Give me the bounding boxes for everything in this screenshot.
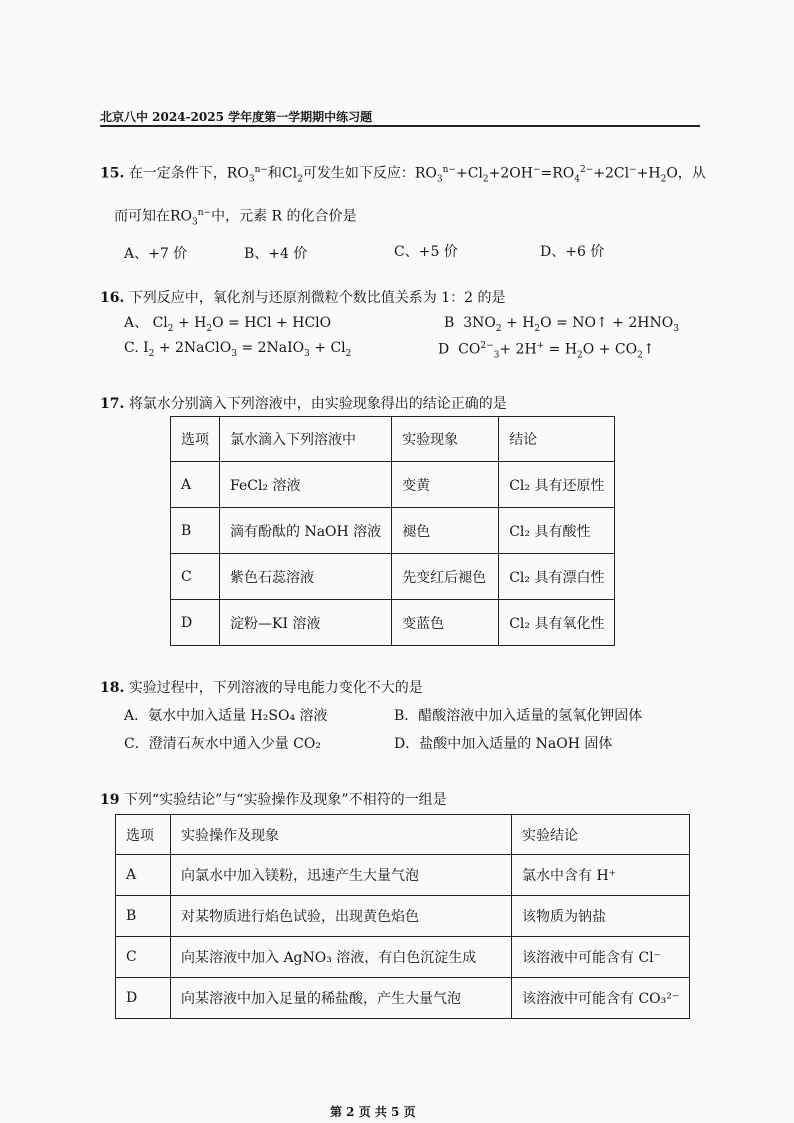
- q16-option-c: C. $I_2$ + 2NaClO$_3$ = 2NaIO$_3$ + $Cl_2$: [124, 340, 352, 359]
- table-row: [116, 978, 690, 1019]
- q15-number: 15.: [100, 165, 125, 182]
- page-footer: 第 2 页 共 5 页: [330, 1105, 416, 1119]
- table-cell: 该溶液中可能含有 Cl⁻: [512, 937, 690, 978]
- q18-option-c: C．澄清石灰水中通入少量 CO₂: [124, 736, 321, 752]
- table-row: [116, 855, 690, 896]
- table-cell: FeCl₂ 溶液: [220, 462, 392, 508]
- table-cell: 淀粉—KI 溶液: [220, 600, 392, 646]
- q18-number: 18.: [100, 680, 125, 696]
- q19-header-cell: 选项: [116, 815, 171, 855]
- q15-stem: 15. 在一定条件下，$RO_3^{n-}$和$Cl_2$可发生如下反应：$RO_3^{n-}+Cl_2+2OH^-=RO_4^{2-}+2Cl^-+H_2O$，从: [100, 165, 706, 185]
- q15-option-d: D、+6 价: [540, 244, 605, 260]
- q18-stem: 18. 实验过程中，下列溶液的导电能力变化不大的是: [100, 680, 423, 696]
- table-cell: 该物质为钠盐: [512, 896, 690, 937]
- table-cell: D: [171, 600, 220, 646]
- table-cell: Cl₂ 具有还原性: [499, 462, 615, 508]
- q17-header-cell: 氯水滴入下列溶液中: [220, 417, 392, 462]
- table-cell: D: [116, 978, 171, 1019]
- table-cell: 紫色石蕊溶液: [220, 554, 392, 600]
- q19-header-row: [116, 815, 690, 855]
- table-cell: B: [171, 508, 220, 554]
- page-header: 北京八中 2024-2025 学年度第一学期期中练习题: [100, 110, 373, 124]
- table-cell: 该溶液中可能含有 CO₃²⁻: [512, 978, 690, 1019]
- table-row: [171, 600, 615, 646]
- q17-table: [170, 416, 615, 646]
- q17-stem: 17. 将氯水分别滴入下列溶液中，由实验现象得出的结论正确的是: [100, 396, 507, 412]
- header-rule: [100, 125, 700, 127]
- table-row: [116, 896, 690, 937]
- q17-header-cell: 结论: [499, 417, 615, 462]
- q17-header-cell: 选项: [171, 417, 220, 462]
- q17-header-cell: 实验现象: [392, 417, 499, 462]
- q19-header-cell: 实验操作及现象: [171, 815, 512, 855]
- table-cell: A: [116, 855, 171, 896]
- q16-option-b: B $3NO_2 + H_2O$ = NO↑ + $2HNO_3$: [444, 315, 679, 334]
- q15-option-b: B、+4 价: [244, 246, 308, 262]
- q15-stem-continued: 而可知在$RO_3^{n-}$中，元素 R 的化合价是: [114, 208, 357, 228]
- table-cell: 对某物质进行焰色试验，出现黄色焰色: [171, 896, 512, 937]
- q19-table: [115, 814, 690, 1019]
- table-cell: 向氯水中加入镁粉，迅速产生大量气泡: [171, 855, 512, 896]
- table-cell: Cl₂ 具有氧化性: [499, 600, 615, 646]
- table-cell: 褪色: [392, 508, 499, 554]
- table-row: [171, 554, 615, 600]
- q17-number: 17.: [100, 396, 125, 412]
- q16-stem: 16. 下列反应中，氧化剂与还原剂微粒个数比值关系为 1：2 的是: [100, 290, 506, 306]
- table-cell: C: [171, 554, 220, 600]
- q15-option-a: A、+7 价: [124, 246, 188, 262]
- table-cell: C: [116, 937, 171, 978]
- table-cell: 滴有酚酞的 NaOH 溶液: [220, 508, 392, 554]
- table-cell: 向某溶液中加入足量的稀盐酸，产生大量气泡: [171, 978, 512, 1019]
- q17-header-row: [171, 417, 615, 462]
- table-cell: B: [116, 896, 171, 937]
- table-cell: Cl₂ 具有酸性: [499, 508, 615, 554]
- table-cell: 氯水中含有 H⁺: [512, 855, 690, 896]
- table-cell: 变蓝色: [392, 600, 499, 646]
- q19-number: 19: [100, 792, 120, 808]
- q18-option-d: D．盐酸中加入适量的 NaOH 固体: [394, 736, 613, 752]
- table-cell: Cl₂ 具有漂白性: [499, 554, 615, 600]
- q19-stem: 19 下列“实验结论”与“实验操作及现象”不相符的一组是: [100, 792, 447, 808]
- table-row: [171, 508, 615, 554]
- table-cell: 向某溶液中加入 AgNO₃ 溶液，有白色沉淀生成: [171, 937, 512, 978]
- q16-number: 16.: [100, 290, 125, 306]
- table-row: [171, 462, 615, 508]
- table-cell: 先变红后褪色: [392, 554, 499, 600]
- table-row: [116, 937, 690, 978]
- q16-option-a: A、 $Cl_2 + H_2O$ = HCl + HClO: [124, 315, 332, 334]
- q18-option-a: A．氨水中加入适量 H₂SO₄ 溶液: [124, 708, 328, 724]
- q18-option-b: B．醋酸溶液中加入适量的氢氧化钾固体: [394, 708, 643, 724]
- q15-option-c: C、+5 价: [394, 244, 458, 260]
- table-cell: A: [171, 462, 220, 508]
- q19-header-cell: 实验结论: [512, 815, 690, 855]
- q16-option-d: D $CO^{2-}_3+ 2H^+ = H_2O$ + $CO_2↑$: [438, 341, 655, 361]
- table-cell: 变黄: [392, 462, 499, 508]
